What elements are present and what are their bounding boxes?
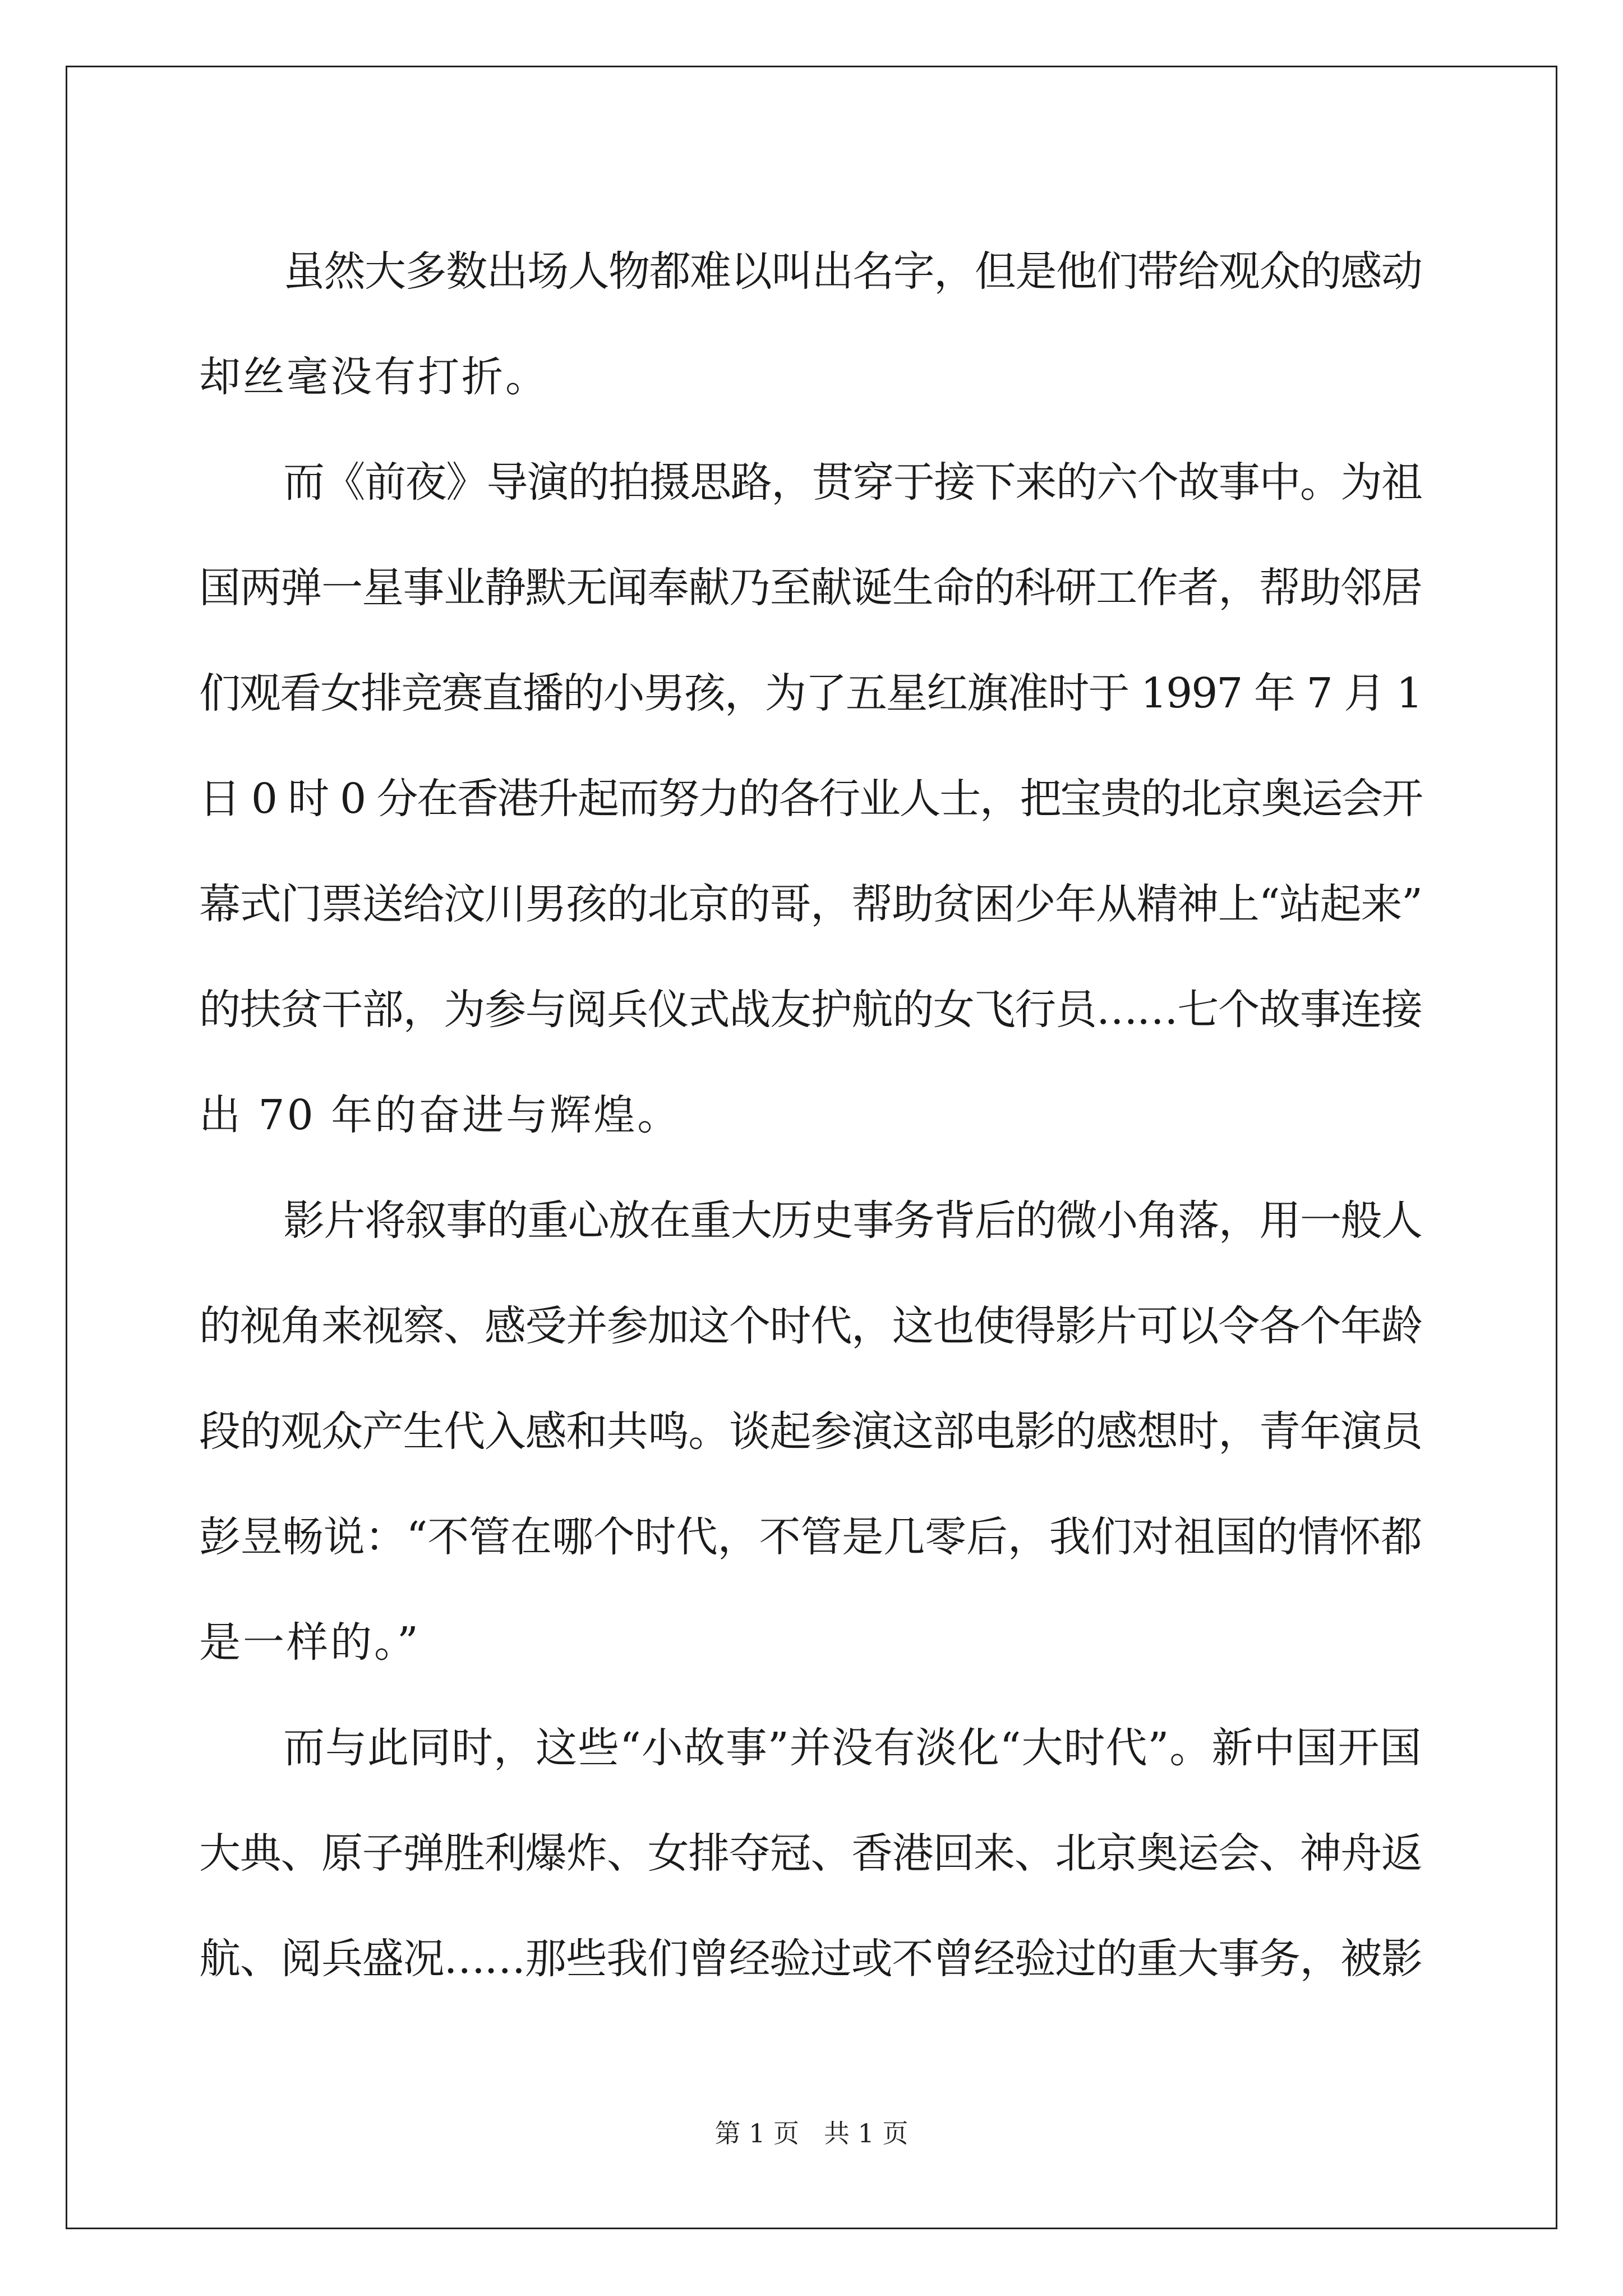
page-total: 共 1 页 (823, 2118, 909, 2148)
text-line: 的扶贫干部，为参与阅兵仪式战友护航的女飞行员……七个故事连接 (199, 986, 1422, 1034)
page-footer (0, 2116, 1623, 2150)
text-line: 大典、原子弹胜利爆炸、女排夺冠、香港回来、北京奥运会、神舟返 (199, 1829, 1422, 1878)
document-body (199, 219, 1422, 2012)
text-line: 而与此同时，这些“小故事”并没有淡化“大时代”。新中国开国 (283, 1724, 1422, 1772)
text-line: 影片将叙事的重心放在重大历史事务背后的微小角落，用一般人 (283, 1197, 1422, 1245)
text-line: 彭昱畅说：“不管在哪个时代，不管是几零后，我们对祖国的情怀都 (199, 1513, 1422, 1561)
text-line: 们观看女排竞赛直播的小男孩，为了五星红旗准时于 1997 年 7 月 1 (199, 669, 1422, 717)
text-line: 出 70 年的奋进与辉煌。 (199, 1091, 681, 1139)
text-line: 而《前夜》导演的拍摄思路，贯穿于接下来的六个故事中。为祖 (283, 458, 1422, 507)
text-line: 是一样的。” (199, 1618, 421, 1667)
text-line: 航、阅兵盛况……那些我们曾经验过或不曾经验过的重大事务，被影 (199, 1935, 1422, 1983)
text-line: 的视角来视察、感受并参加这个时代，这也使得影片可以令各个年龄 (199, 1302, 1422, 1350)
text-line: 日 0 时 0 分在香港升起而努力的各行业人士，把宝贵的北京奥运会开 (199, 775, 1422, 823)
text-line: 段的观众产生代入感和共鸣。谈起参演这部电影的感想时，青年演员 (199, 1407, 1422, 1456)
text-line: 幕式门票送给汶川男孩的北京的哥，帮助贫困少年从精神上“站起来” (199, 880, 1422, 928)
page-number: 第 1 页 (714, 2118, 800, 2148)
text-line: 国两弹一星事业静默无闻奉献乃至献诞生命的科研工作者，帮助邻居 (199, 564, 1422, 612)
text-line: 却丝毫没有打折。 (199, 353, 549, 401)
text-line: 虽然大多数出场人物都难以叫出名字，但是他们带给观众的感动 (283, 247, 1422, 296)
